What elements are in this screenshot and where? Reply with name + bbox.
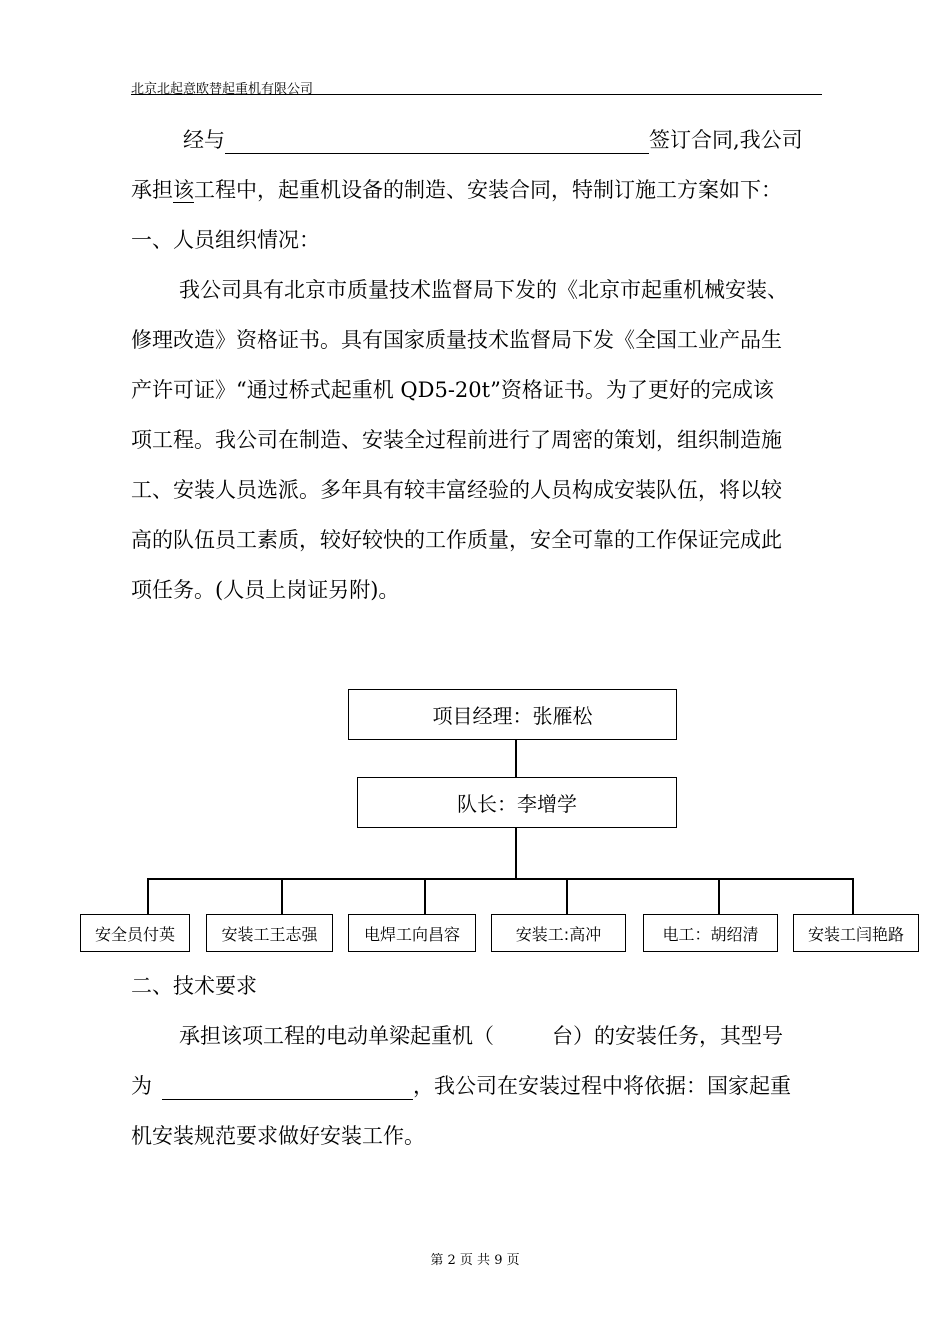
party-blank: [225, 131, 649, 154]
intro-text-underlined: 该: [173, 178, 194, 202]
page-footer: 第 2 页 共 9 页: [430, 1253, 520, 1268]
intro-prefix: 经与: [183, 128, 225, 152]
section1-line-4: 项工程。我公司在制造、安装全过程前进行了周密的策划，组织制造施: [131, 428, 782, 452]
manager-box: 项目经理：张雁松: [348, 689, 677, 740]
section1-line-5: 工、安装人员选派。多年具有较丰富经验的人员构成安装队伍，将以较: [131, 478, 782, 502]
header-company: 北京北起意欧替起重机有限公司: [131, 82, 314, 97]
connector-drop-2: [281, 878, 283, 914]
connector-drop-4: [566, 878, 568, 914]
model-blank: [162, 1077, 413, 1100]
section2-line-2: [131, 1072, 791, 1100]
intro-line-1: [183, 126, 803, 154]
section2-text-c: 为: [131, 1074, 152, 1098]
section2-text-d: ，我公司在安装过程中将依据：国家起重: [413, 1074, 791, 1098]
section2-text-b: 台）的安装任务，其型号: [552, 1024, 783, 1048]
member-box-4: 安装工:高冲: [491, 914, 626, 952]
intro-text-a: 承担: [131, 178, 173, 202]
connector-horizontal-bus: [147, 878, 853, 880]
leader-box: 队长：李增学: [357, 777, 677, 828]
section2-line-1: [179, 1022, 783, 1050]
section1-line-2: 修理改造》资格证书。具有国家质量技术监督局下发《全国工业产品生: [131, 328, 782, 352]
intro-line-2: [131, 176, 782, 204]
section1-line-3: 产许可证》“通过桥式起重机 QD5-20t”资格证书。为了更好的完成该: [131, 378, 774, 402]
connector-drop-1: [147, 878, 149, 914]
member-box-2: 安装工王志强: [206, 914, 333, 952]
intro-text-c: 工程中，起重机设备的制造、安装合同，特制订施工方案如下：: [194, 178, 782, 202]
section1-line-7: 项任务。(人员上岗证另附)。: [131, 578, 400, 602]
section1-line-1: 我公司具有北京市质量技术监督局下发的《北京市起重机械安装、: [179, 278, 788, 302]
member-box-5: 电工：胡绍清: [643, 914, 778, 952]
section1-line-6: 高的队伍员工素质，较好较快的工作质量，安全可靠的工作保证完成此: [131, 528, 782, 552]
connector-drop-6: [852, 878, 854, 914]
section2-text-a: 承担该项工程的电动单梁起重机（: [179, 1024, 494, 1048]
connector-drop-5: [718, 878, 720, 914]
intro-suffix: 签订合同,我公司: [649, 128, 803, 152]
member-box-1: 安全员付英: [80, 914, 190, 952]
section2-heading: 二、技术要求: [131, 974, 257, 998]
section1-heading: 一、人员组织情况：: [131, 228, 320, 252]
member-box-6: 安装工闫艳路: [793, 914, 919, 952]
connector-leader-bus: [515, 828, 517, 878]
connector-manager-leader: [515, 740, 517, 777]
connector-drop-3: [424, 878, 426, 914]
section2-line-3: 机安装规范要求做好安装工作。: [131, 1124, 425, 1148]
header-rule: [131, 94, 822, 95]
member-box-3: 电焊工向昌容: [348, 914, 476, 952]
